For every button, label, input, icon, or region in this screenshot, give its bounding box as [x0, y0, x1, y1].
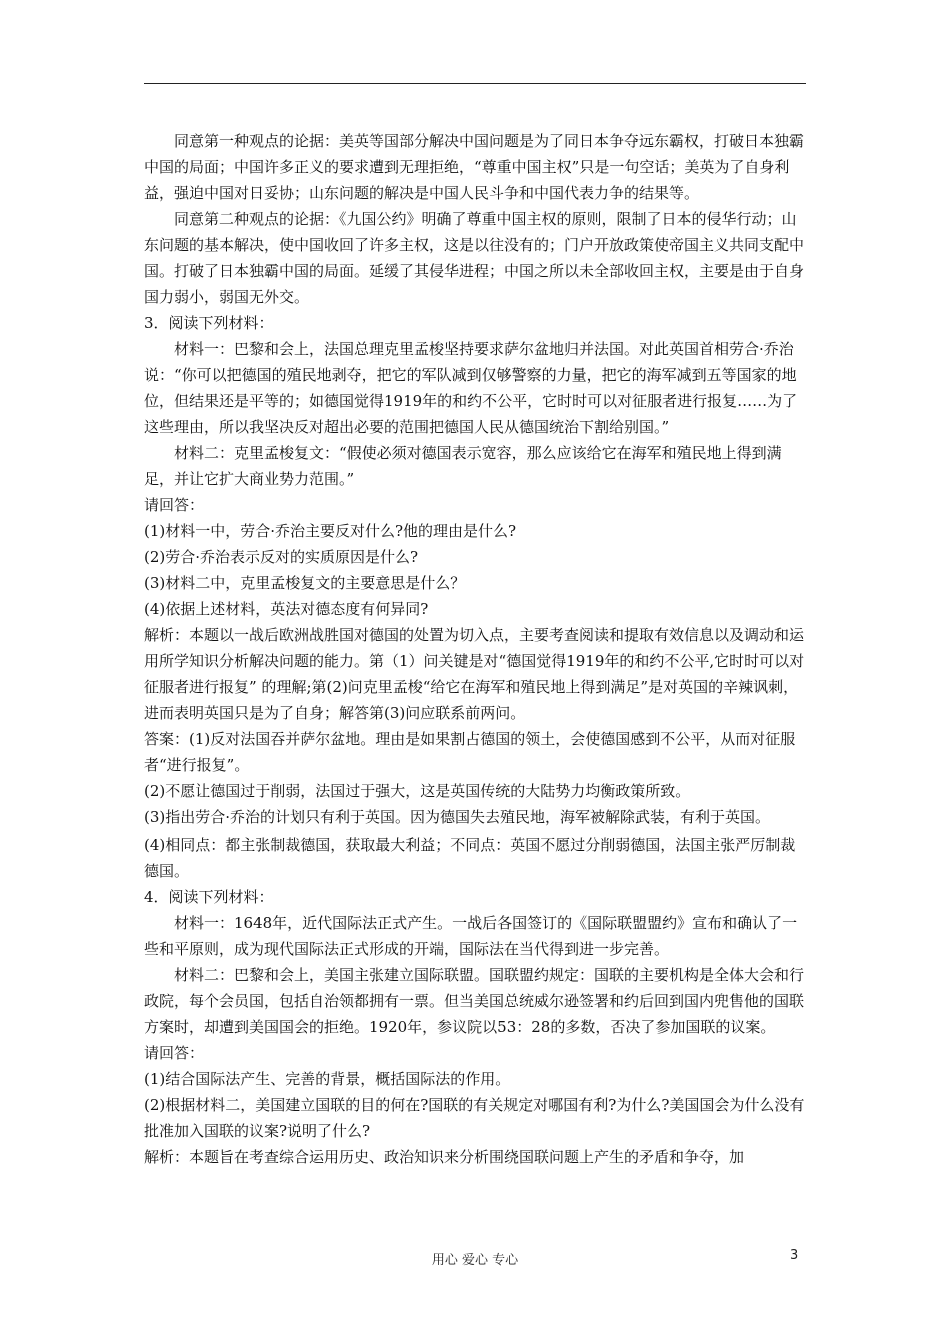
answer-paragraph: (3)指出劳合·乔治的计划只有利于英国。因为德国失去殖民地，海军被解除武装，有利于英国。	[144, 808, 771, 826]
sub-question: (1)材料一中，劳合·乔治主要反对什么?他的理由是什么?	[144, 522, 517, 540]
analysis-paragraph: 解析：本题旨在考查综合运用历史、政治知识来分析围绕国联问题上产生的矛盾和争夺，加	[144, 1148, 745, 1166]
material-paragraph: 材料一：巴黎和会上，法国总理克里孟梭坚持要求萨尔盆地归并法国。对此英国首相劳合·乔治说：“你可以把德国的殖民地剥夺，把它的军队减到仅够警察的力量，把它的海军减到五等国家的地位，但结果还是平等的；如德国觉得1919年的和约不公平，它时时可以对征服者进行报复……为了这些理由，所以我坚决反对超出必要的范围把德国人民从德国统治下割给别国。”	[144, 340, 798, 436]
material-paragraph: 材料二：巴黎和会上，美国主张建立国际联盟。国联盟约规定：国联的主要机构是全体大会和行政院，每个会员国，包括自治领都拥有一票。但当美国总统威尔逊签署和约后回到国内兜售他的国联方案时，却遭到美国国会的拒绝。1920年，参议院以53：28的多数，否决了参加国联的议案。	[144, 966, 805, 1036]
prompt-label: 请回答：	[144, 1044, 205, 1062]
answer-paragraph: (4)相同点：都主张制裁德国，获取最大利益；不同点：英国不愿过分削弱德国，法国主张严厉制裁德国。	[144, 836, 796, 880]
sub-question: (2)劳合·乔治表示反对的实质原因是什么?	[144, 548, 419, 566]
sub-question: (1)结合国际法产生、完善的背景，概括国际法的作用。	[144, 1070, 511, 1088]
sub-question: (2)根据材料二，美国建立国联的目的何在?国联的有关规定对哪国有利?为什么?美国国会为什么没有批准加入国联的议案?说明了什么?	[144, 1096, 805, 1140]
document-body	[144, 128, 808, 1170]
material-paragraph: 材料一：1648年，近代国际法正式产生。一战后各国签订的《国际联盟盟约》宣布和确认了一些和平原则，成为现代国际法正式形成的开端，国际法在当代得到进一步完善。	[144, 914, 798, 958]
footer-text: 用心 爱心 专心	[431, 1253, 519, 1268]
question-heading: 4．阅读下列材料：	[144, 888, 274, 906]
answer-paragraph: 答案：(1)反对法国吞并萨尔盆地。理由是如果割占德国的领土，会使德国感到不公平，从而对征服者“进行报复”。	[144, 730, 796, 774]
paragraph: 同意第二种观点的论据：《九国公约》明确了尊重中国主权的原则，限制了日本的侵华行动；山东问题的基本解决，使中国收回了许多主权，这是以往没有的；门户开放政策使帝国主义共同支配中国。打破了日本独霸中国的局面。延缓了其侵华进程；中国之所以未全部收回主权，主要是由于自身国力弱小，弱国无外交。	[144, 210, 805, 306]
prompt-label: 请回答：	[144, 496, 205, 514]
material-paragraph: 材料二：克里孟梭复文：“假使必须对德国表示宽容，那么应该给它在海军和殖民地上得到满足，并让它扩大商业势力范围。”	[144, 444, 782, 488]
sub-question: (4)依据上述材料，英法对德态度有何异同?	[144, 600, 429, 618]
answer-paragraph: (2)不愿让德国过于削弱，法国过于强大，这是英国传统的大陆势力均衡政策所致。	[144, 782, 691, 800]
question-heading: 3．阅读下列材料：	[144, 314, 274, 332]
analysis-paragraph: 解析：本题以一战后欧洲战胜国对德国的处置为切入点，主要考查阅读和提取有效信息以及调动和运用所学知识分析解决问题的能力。第（1）问关键是对“德国觉得1919年的和约不公平,它时时可以对征服者进行报复” 的理解;第(2)问克里孟梭“给它在海军和殖民地上得到满足”是对英国的辛辣讽刺，进而表明英国只是为了自身；解答第(3)问应联系前两问。	[144, 626, 805, 722]
header-rule	[144, 83, 806, 84]
paragraph: 同意第一种观点的论据：美英等国部分解决中国问题是为了同日本争夺远东霸权，打破日本独霸中国的局面；中国许多正义的要求遭到无理拒绝，“尊重中国主权”只是一句空话；美英为了自身利益，强迫中国对日妥协；山东问题的解决是中国人民斗争和中国代表力争的结果等。	[144, 132, 805, 202]
page-number: 3	[790, 1248, 799, 1263]
sub-question: (3)材料二中，克里孟梭复文的主要意思是什么？	[144, 574, 466, 592]
